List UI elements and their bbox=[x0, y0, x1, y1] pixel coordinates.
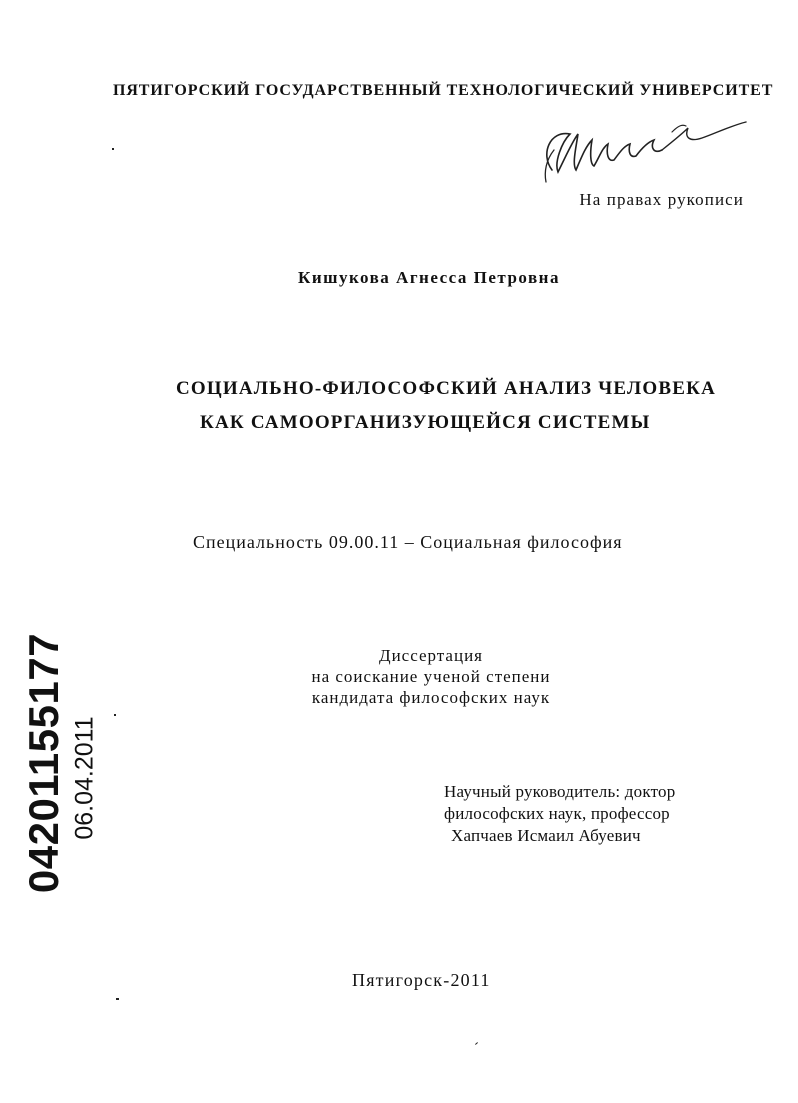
scan-speck bbox=[114, 714, 116, 716]
dissertation-line-3: кандидата философских наук bbox=[311, 688, 551, 707]
supervisor-line-2: философских наук, профессор bbox=[444, 804, 670, 823]
library-stamp-date: 06.04.2011 bbox=[70, 716, 99, 840]
scan-speck bbox=[475, 1042, 478, 1045]
city-year: Пятигорск-2011 bbox=[352, 970, 491, 990]
author-name: Кишукова Агнесса Петровна bbox=[298, 268, 560, 287]
dissertation-line-1: Диссертация bbox=[378, 646, 483, 665]
library-stamp-number: 04201155177 bbox=[20, 632, 67, 894]
title-line-2: КАК САМООРГАНИЗУЮЩЕЙСЯ СИСТЕМЫ bbox=[200, 412, 651, 433]
specialty-line: Специальность 09.00.11 – Социальная философия bbox=[193, 532, 623, 552]
manuscript-note: На правах рукописи bbox=[579, 190, 744, 209]
university-name: ПЯТИГОРСКИЙ ГОСУДАРСТВЕННЫЙ ТЕХНОЛОГИЧЕСКИЙ УНИВЕРСИТЕТ bbox=[113, 82, 774, 99]
dissertation-block bbox=[290, 645, 572, 708]
scan-speck bbox=[116, 998, 119, 1000]
dissertation-line-2: на соискание ученой степени bbox=[311, 667, 551, 686]
supervisor-line-1: Научный руководитель: доктор bbox=[444, 782, 676, 801]
signature-image bbox=[532, 112, 752, 192]
scan-speck bbox=[112, 148, 114, 150]
supervisor-name: Хапчаев Исмаил Абуевич bbox=[451, 826, 641, 845]
supervisor-block bbox=[444, 781, 675, 847]
title-line-1: СОЦИАЛЬНО-ФИЛОСОФСКИЙ АНАЛИЗ ЧЕЛОВЕКА bbox=[176, 378, 716, 399]
